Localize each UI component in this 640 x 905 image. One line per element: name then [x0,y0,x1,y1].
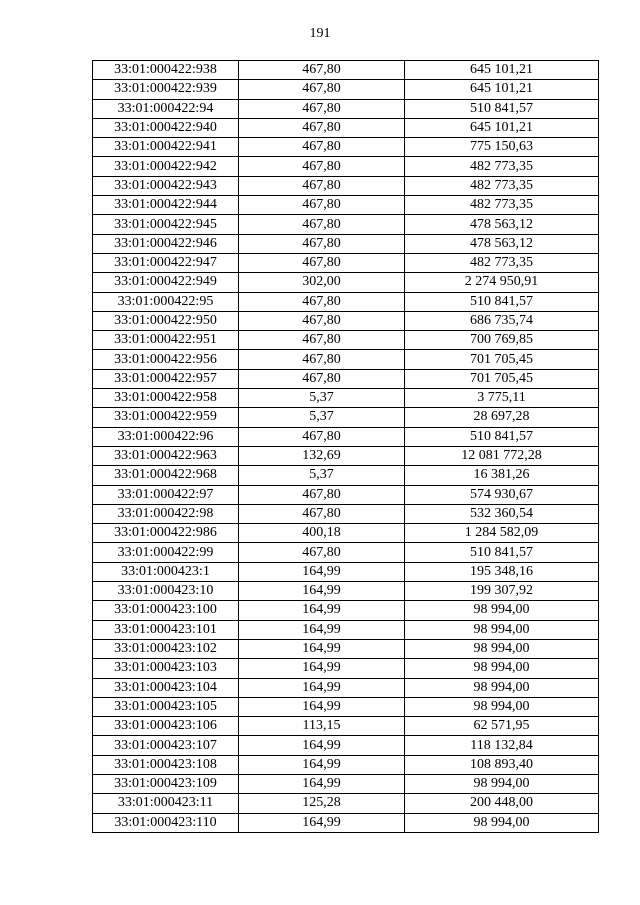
cadastral-number-cell: 33:01:000423:104 [93,678,239,697]
value-cell: 98 994,00 [405,659,599,678]
value-cell: 28 697,28 [405,408,599,427]
value-cell: 510 841,57 [405,292,599,311]
value-cell: 98 994,00 [405,678,599,697]
value-cell: 701 705,45 [405,369,599,388]
area-cell: 164,99 [239,697,405,716]
area-cell: 5,37 [239,408,405,427]
value-cell: 478 563,12 [405,234,599,253]
area-cell: 5,37 [239,389,405,408]
value-cell: 686 735,74 [405,311,599,330]
cadastral-number-cell: 33:01:000422:938 [93,61,239,80]
area-cell: 467,80 [239,369,405,388]
table-row [93,659,599,678]
table-row [93,157,599,176]
table-row [93,813,599,832]
data-table [92,60,599,833]
cadastral-number-cell: 33:01:000423:102 [93,639,239,658]
cadastral-number-cell: 33:01:000422:959 [93,408,239,427]
cadastral-number-cell: 33:01:000423:107 [93,736,239,755]
cadastral-number-cell: 33:01:000422:96 [93,427,239,446]
table-row [93,601,599,620]
table-row [93,543,599,562]
area-cell: 164,99 [239,620,405,639]
cadastral-number-cell: 33:01:000422:946 [93,234,239,253]
cadastral-number-cell: 33:01:000422:940 [93,118,239,137]
cadastral-number-cell: 33:01:000422:951 [93,331,239,350]
cadastral-number-cell: 33:01:000422:947 [93,253,239,272]
value-cell: 478 563,12 [405,215,599,234]
table-row [93,466,599,485]
cadastral-number-cell: 33:01:000422:968 [93,466,239,485]
table-row [93,755,599,774]
table-row [93,717,599,736]
table-row [93,582,599,601]
table-row [93,736,599,755]
table-row [93,562,599,581]
cadastral-number-cell: 33:01:000422:95 [93,292,239,311]
area-cell: 467,80 [239,176,405,195]
table-row [93,774,599,793]
table-row [93,331,599,350]
value-cell: 482 773,35 [405,253,599,272]
value-cell: 482 773,35 [405,157,599,176]
cadastral-number-cell: 33:01:000422:986 [93,524,239,543]
cadastral-number-cell: 33:01:000422:939 [93,80,239,99]
table-row [93,389,599,408]
cadastral-number-cell: 33:01:000422:950 [93,311,239,330]
area-cell: 113,15 [239,717,405,736]
area-cell: 467,80 [239,80,405,99]
table-row [93,234,599,253]
value-cell: 775 150,63 [405,138,599,157]
table-row [93,678,599,697]
area-cell: 164,99 [239,582,405,601]
value-cell: 700 769,85 [405,331,599,350]
cadastral-number-cell: 33:01:000422:944 [93,196,239,215]
table-row [93,61,599,80]
cadastral-number-cell: 33:01:000422:957 [93,369,239,388]
area-cell: 164,99 [239,813,405,832]
area-cell: 467,80 [239,485,405,504]
table-row [93,620,599,639]
cadastral-number-cell: 33:01:000422:963 [93,446,239,465]
cadastral-number-cell: 33:01:000423:110 [93,813,239,832]
table-row [93,524,599,543]
value-cell: 98 994,00 [405,639,599,658]
area-cell: 5,37 [239,466,405,485]
cadastral-number-cell: 33:01:000423:10 [93,582,239,601]
area-cell: 164,99 [239,755,405,774]
area-cell: 467,80 [239,311,405,330]
value-cell: 645 101,21 [405,80,599,99]
area-cell: 467,80 [239,157,405,176]
table-row [93,215,599,234]
table-body [93,61,599,833]
value-cell: 510 841,57 [405,99,599,118]
cadastral-number-cell: 33:01:000422:94 [93,99,239,118]
area-cell: 164,99 [239,639,405,658]
value-cell: 195 348,16 [405,562,599,581]
table-row [93,176,599,195]
area-cell: 164,99 [239,736,405,755]
value-cell: 16 381,26 [405,466,599,485]
cadastral-number-cell: 33:01:000422:97 [93,485,239,504]
cadastral-number-cell: 33:01:000422:942 [93,157,239,176]
value-cell: 2 274 950,91 [405,273,599,292]
cadastral-number-cell: 33:01:000423:108 [93,755,239,774]
table-row [93,504,599,523]
value-cell: 510 841,57 [405,427,599,446]
area-cell: 467,80 [239,253,405,272]
page-number: 191 [309,26,331,41]
table-row [93,369,599,388]
cadastral-number-cell: 33:01:000422:956 [93,350,239,369]
cadastral-number-cell: 33:01:000422:945 [93,215,239,234]
area-cell: 467,80 [239,138,405,157]
area-cell: 467,80 [239,427,405,446]
table-row [93,118,599,137]
table-row [93,350,599,369]
area-cell: 467,80 [239,543,405,562]
area-cell: 164,99 [239,774,405,793]
value-cell: 199 307,92 [405,582,599,601]
value-cell: 3 775,11 [405,389,599,408]
area-cell: 467,80 [239,215,405,234]
cadastral-number-cell: 33:01:000422:943 [93,176,239,195]
cadastral-number-cell: 33:01:000423:101 [93,620,239,639]
cadastral-number-cell: 33:01:000423:106 [93,717,239,736]
area-cell: 400,18 [239,524,405,543]
table-row [93,446,599,465]
value-cell: 701 705,45 [405,350,599,369]
value-cell: 98 994,00 [405,774,599,793]
cadastral-number-cell: 33:01:000423:11 [93,794,239,813]
area-cell: 467,80 [239,234,405,253]
area-cell: 467,80 [239,196,405,215]
table-row [93,697,599,716]
table-row [93,196,599,215]
area-cell: 467,80 [239,61,405,80]
area-cell: 302,00 [239,273,405,292]
table-row [93,99,599,118]
value-cell: 98 994,00 [405,813,599,832]
area-cell: 164,99 [239,659,405,678]
table-row [93,485,599,504]
table-row [93,794,599,813]
value-cell: 98 994,00 [405,620,599,639]
area-cell: 164,99 [239,678,405,697]
value-cell: 510 841,57 [405,543,599,562]
value-cell: 645 101,21 [405,61,599,80]
cadastral-number-cell: 33:01:000423:103 [93,659,239,678]
value-cell: 1 284 582,09 [405,524,599,543]
value-cell: 574 930,67 [405,485,599,504]
table-row [93,408,599,427]
area-cell: 467,80 [239,350,405,369]
cadastral-number-cell: 33:01:000422:99 [93,543,239,562]
value-cell: 645 101,21 [405,118,599,137]
value-cell: 118 132,84 [405,736,599,755]
table-row [93,273,599,292]
value-cell: 62 571,95 [405,717,599,736]
area-cell: 164,99 [239,601,405,620]
value-cell: 98 994,00 [405,601,599,620]
table-row [93,138,599,157]
table-row [93,639,599,658]
cadastral-number-cell: 33:01:000422:98 [93,504,239,523]
table-row [93,292,599,311]
area-cell: 467,80 [239,118,405,137]
value-cell: 98 994,00 [405,697,599,716]
value-cell: 532 360,54 [405,504,599,523]
cadastral-number-cell: 33:01:000423:109 [93,774,239,793]
table-row [93,311,599,330]
area-cell: 467,80 [239,331,405,350]
value-cell: 482 773,35 [405,196,599,215]
cadastral-number-cell: 33:01:000423:100 [93,601,239,620]
cadastral-number-cell: 33:01:000422:949 [93,273,239,292]
cadastral-number-cell: 33:01:000422:941 [93,138,239,157]
area-cell: 125,28 [239,794,405,813]
table-row [93,80,599,99]
value-cell: 12 081 772,28 [405,446,599,465]
table-row [93,253,599,272]
area-cell: 164,99 [239,562,405,581]
value-cell: 482 773,35 [405,176,599,195]
value-cell: 200 448,00 [405,794,599,813]
table-row [93,427,599,446]
cadastral-number-cell: 33:01:000423:105 [93,697,239,716]
cadastral-number-cell: 33:01:000422:958 [93,389,239,408]
area-cell: 467,80 [239,504,405,523]
cadastral-number-cell: 33:01:000423:1 [93,562,239,581]
value-cell: 108 893,40 [405,755,599,774]
area-cell: 132,69 [239,446,405,465]
area-cell: 467,80 [239,99,405,118]
area-cell: 467,80 [239,292,405,311]
